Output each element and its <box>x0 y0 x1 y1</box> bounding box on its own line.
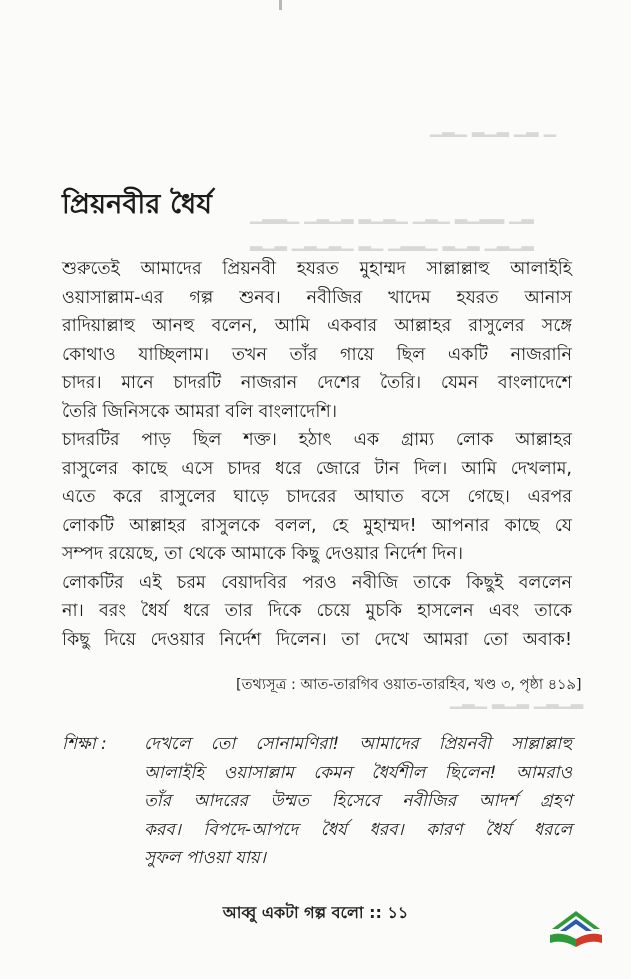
text-line: রাদিয়াল্লাহু আনহু বলেন, আমি একবার আল্লাহর রাসুলের সঙ্গে <box>62 316 572 336</box>
page-footer: আব্বু একটা গল্প বলো :: ১১ <box>222 903 409 922</box>
publisher-logo <box>546 903 606 953</box>
text-line: ওয়াসাল্লাম-এর গল্প শুনব। নবীজির খাদেম হযরত আনাস <box>62 287 572 308</box>
text-line: চাদর। মানে চাদরটি নাজরান দেশের তৈরি। যেমন বাংলাদেশে <box>62 373 572 393</box>
lesson-line: সুফল পাওয়া যায়। <box>144 848 266 868</box>
text-line: সম্পদ রয়েছে, তা থেকে আমাকে কিছু দেওয়ার নির্দেশ দিন। <box>62 544 464 564</box>
lesson-label: শিক্ষা : <box>62 734 107 754</box>
text-line: এতে করে রাসুলের ঘাড়ে চাদরের আঘাত বসে গেছে। এরপর <box>62 487 572 507</box>
text-line: লোকটির এই চরম বেয়াদবির পরও নবীজি তাকে কিছুই বললেন <box>62 572 572 593</box>
text-line: কোথাও যাচ্ছিলাম। তখন তাঁর গায়ে ছিল একটি নাজরানি <box>62 344 572 365</box>
lesson-line: আলাইহি ওয়াসাল্লাম কেমন ধৈর্যশীল ছিলেন! আমরাও <box>144 762 572 783</box>
text-line: কিছু দিয়ে দেওয়ার নির্দেশ দিলেন। তা দেখে আমরা তো অবাক! <box>62 629 572 650</box>
lesson-line: করব। বিপদে-আপদে ধৈর্য ধরব। কারণ ধৈর্য ধরলে <box>144 819 572 840</box>
paragraph-2 <box>62 426 572 654</box>
source-citation: [তথ্যসূত্র : আত-তারগিব ওয়াত-তারহিব, খণ্ড ৩, পৃষ্ঠা ৪১৯] <box>236 677 582 693</box>
lesson-block <box>62 730 572 873</box>
text-line: না। বরং ধৈর্য ধরে তার দিকে চেয়ে মুচকি হাসলেন এবং তাকে <box>62 601 572 621</box>
text-line: রাসুলের কাছে এসে চাদর ধরে জোরে টান দিল। আমি দেখলাম, <box>62 458 572 479</box>
text-line: চাদরটির পাড় ছিল শক্ত। হঠাৎ এক গ্রাম্য লোক আল্লাহর <box>62 430 572 450</box>
page-mark <box>279 0 282 10</box>
logo-book-left <box>550 934 576 947</box>
text-line: লোকটি আল্লাহর রাসুলকে বলল, হে মুহাম্মদ! আপনার কাছে যে <box>62 515 572 536</box>
text-line: শুরুতেই আমাদের প্রিয়নবী হযরত মুহাম্মদ সাল্লাল্লাহু আলাইহি <box>62 259 572 279</box>
lesson-line: তাঁর আদরের উম্মত হিসেবে নবীজির আদর্শ গ্রহণ <box>144 791 572 811</box>
book-page: ▁▂▁ ▂▁▂ ▁▂ ▁ ▁▂▂▁ ▁▂▁▂ ▂▁▂▁ ▁▂▁ ▂▁▂▂ ▁▂ ▂▁▂ ▁▂▁▂▁ ▂▁ ▁▂▂▁ ▂▁▂ ▁▂▁▂ ▁▂▁ ▂▁▂ ▁▂▁▂ প্রিয়নবীর ধৈর্য শুরুতেই আমাদের প্রিয়নবী হযরত মুহাম্মদ সাল্লাল্লাহু আলাইহি ওয়াসাল্লাম-এর গল্প শুনব। নবীজির খাদেম হযরত আনাস রাদিয়াল্লাহু আনহু বলেন, আমি একবার আল্লাহর রাসুলের সঙ্গে কোথাও যাচ্ছিলাম। তখন তাঁর গায়ে ছিল একটি নাজরানি চাদর। মানে চাদরটি নাজরান দেশের তৈরি। যেমন বাংলাদেশে তৈরি জিনিসকে আমরা বলি বাংলাদেশি। চাদরটির পাড় ছিল শক্ত। হঠাৎ এক গ্রাম্য লোক আল্লাহর রাসুলের কাছে এসে চাদর ধরে জোরে টান দিল। আমি দেখলাম, এতে করে রাসুলের ঘাড়ে চাদরের আঘাত বসে গেছে। এরপর লোকটি আল্লাহর রাসুলকে বলল, হে মুহাম্মদ! আপনার কাছে যে সম্পদ রয়েছে, তা থেকে আমাকে কিছু দেওয়ার নির্দেশ দিন। লোকটির এই চরম বেয়াদবির পরও নবীজি তাকে কিছুই বললেন না। বরং ধৈর্য ধরে তার দিকে চেয়ে মুচকি হাসলেন এবং তাকে কিছু দিয়ে দেওয়ার নির্দেশ দিলেন। তা দেখে আমরা তো অবাক! [তথ্যসূত্র : আত-তারগিব ওয়াত-তারহিব, খণ্ড ৩, পৃষ্ঠা ৪১৯] শিক্ষা : দেখলে তো সোনামণিরা! আমাদের প্রিয়নবী সাল্লাল্লাহু আলাইহি ওয়াসাল্লাম কেমন ধৈর্যশীল ছিলেন! আমরাও তাঁর আদরের উম্মত হিসেবে নবীজির আদর্শ গ্রহণ করব। বিপদে-আপদে ধৈর্য ধরব। কারণ ধৈর্য ধরলে সুফল পাওয়া যায়। আব্বু একটা গল্প বলো :: ১১ <box>0 0 631 979</box>
page-title: প্রিয়নবীর ধৈর্য <box>62 189 213 220</box>
lesson-line: দেখলে তো সোনামণিরা! আমাদের প্রিয়নবী সাল্লাল্লাহু <box>144 734 572 754</box>
text-line: তৈরি জিনিসকে আমরা বলি বাংলাদেশি। <box>62 401 337 422</box>
logo-book-right <box>576 934 602 947</box>
paragraph-1 <box>62 255 572 426</box>
